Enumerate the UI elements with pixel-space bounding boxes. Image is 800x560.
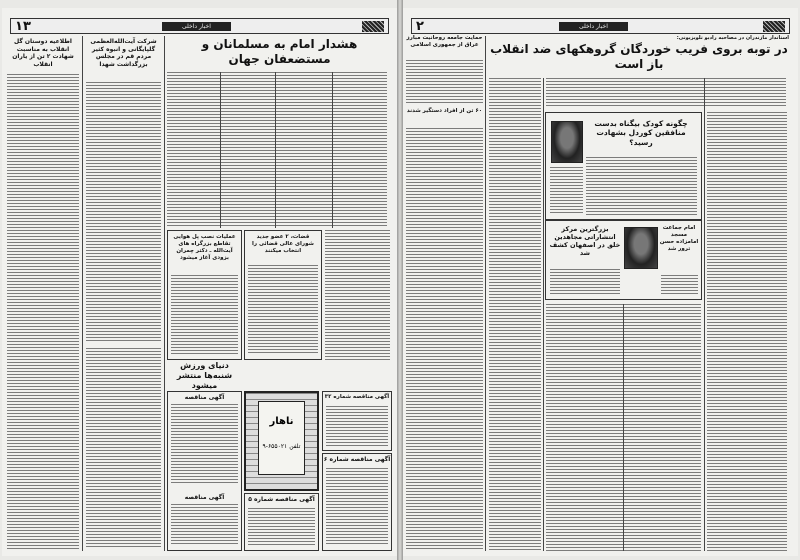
judiciary-article-box (244, 230, 322, 360)
column-rule (82, 36, 83, 551)
main-article-text (546, 78, 786, 108)
section-label: اخبار داخلی (559, 22, 628, 31)
page-header-bar (10, 18, 389, 34)
headline-kicker: استاندار مازندران در مصاحبه رادیو تلویزیونی: (676, 35, 789, 41)
column-rule (275, 72, 276, 228)
column-text (86, 348, 161, 548)
column-rule (332, 72, 333, 228)
left-newspaper-page (2, 8, 397, 556)
section-label: اخبار داخلی (162, 22, 231, 31)
column-text (489, 78, 541, 551)
tender-ad-title: آگهی مناقصه شماره ۵ (248, 496, 315, 503)
column-rule (485, 36, 486, 551)
article-headline: امام جماعت مسجد امامزاده حسن ترور شد (659, 225, 699, 252)
portrait-photo (551, 121, 583, 163)
tender-ad-text (248, 508, 315, 546)
column-rule (164, 36, 165, 551)
article-text (586, 157, 697, 215)
newspaper-logo (362, 21, 384, 32)
right-newspaper-page (403, 8, 798, 556)
sports-notice: دنیای ورزش شنبه‌ها منتشر میشود (176, 361, 233, 390)
tender-ad-text (171, 504, 238, 546)
column-text (7, 74, 79, 550)
bridge-article-box (167, 230, 242, 360)
column-text (707, 112, 787, 551)
photo-caption-text (550, 167, 583, 215)
tender-ad-title: آگهی مناقصه (184, 494, 225, 501)
column-text (86, 82, 161, 342)
portrait-photo (624, 227, 658, 269)
tender-ad-title: آگهی مناقصه (184, 394, 225, 401)
tender-ad-text (326, 406, 388, 446)
tender-ad-text (326, 468, 388, 546)
tender-ad-title: آگهی مناقصه شماره ۶ (323, 456, 391, 463)
column-text (406, 60, 483, 104)
tender-ad-title: آگهی مناقصه شماره ۳۲ (324, 394, 390, 400)
child-martyr-article-box (545, 112, 702, 220)
page-header-bar (411, 18, 790, 34)
column-rule (543, 78, 544, 551)
main-headline: هشدار امام به مسلمانان و مستضعفان جهان (201, 37, 358, 66)
column-rule (623, 304, 624, 551)
article-headline: چگونه کودک بیگناه بدست منافقین کوردل بشهادت رسید؟ (594, 119, 688, 147)
main-article-text (167, 72, 387, 228)
main-headline: در توبه بروی فریب خوردگان گروهکهای ضد انقلاب باز است (490, 42, 788, 71)
column-headline: شرکت آیت‌الله‌العظمی گلپایگانی و انبوه کثیر مردم قم در مجلس بزرگداشت شهدا (90, 38, 157, 68)
page-number: ۱۳ (15, 18, 31, 34)
article-headline: قضات، ۲ عضو جدید شورای عالی قضائی را انتخاب میکنند (252, 234, 314, 254)
article-headline: عملیات نصب پل هوایی تقاطع بزرگراه های آیت‌الله ـ دکتر چمران بزودی آغاز میشود (173, 234, 236, 261)
article-text (661, 275, 698, 295)
tender-ad (322, 391, 392, 451)
restaurant-ad-panel (258, 401, 305, 475)
column-rule (704, 78, 705, 551)
column-headline: ۶۰ تن از افراد دستگیر شدند (406, 108, 483, 114)
tender-ad-text (171, 404, 238, 484)
article-headline: بزرگترین مرکز انتشاراتی مجاهدین خلق در اصفهان کشف شد (549, 225, 621, 258)
article-text (550, 269, 620, 295)
restaurant-ad-title: ناهار (269, 416, 294, 427)
publishing-center-article-box (545, 220, 702, 300)
column-headline: اطلاعیه دوستان گل انقلاب به مناسبت شهادت ۲ تن از یاران انقلاب (12, 38, 74, 68)
page-number: ۲ (416, 18, 424, 34)
tender-ad (167, 391, 242, 551)
column-rule (220, 72, 221, 228)
newspaper-logo (763, 21, 785, 32)
column-headline: حمایت جامعه روحانیت مبارز عراق از جمهوری اسلامی (406, 35, 483, 48)
column-text (325, 230, 390, 360)
article-text (171, 275, 238, 355)
restaurant-ad-phone: تلفن ۶۵۵۰۲۱-۹ (262, 443, 301, 450)
column-text (406, 128, 483, 551)
tender-ad (244, 493, 319, 551)
article-text (248, 265, 318, 355)
restaurant-ad (244, 391, 319, 491)
tender-ad (322, 453, 392, 551)
